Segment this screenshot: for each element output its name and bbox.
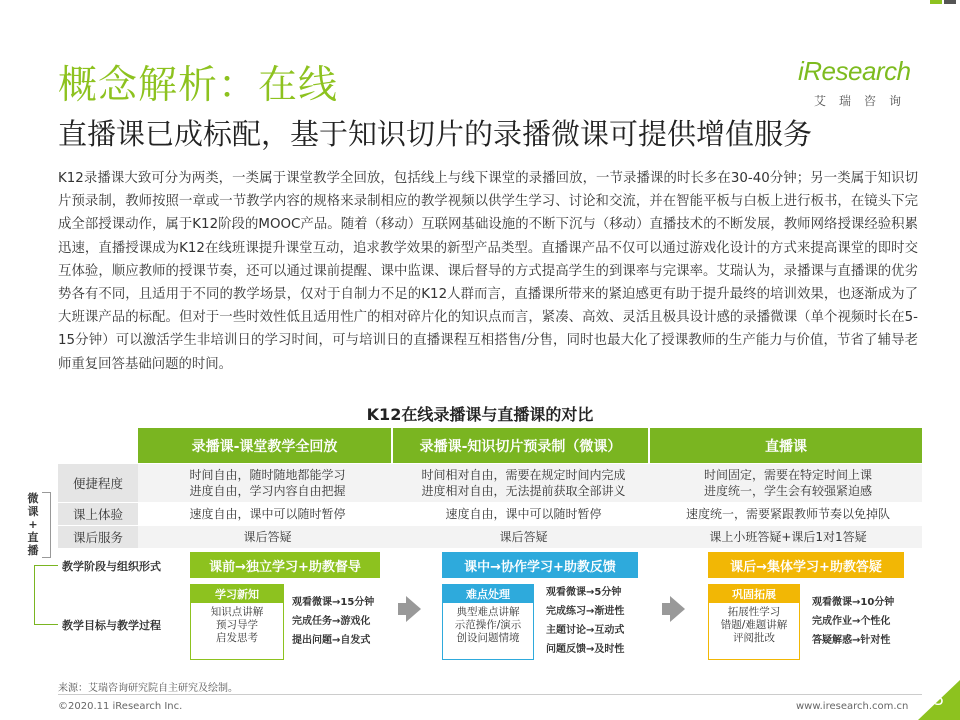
phase-box	[708, 584, 800, 660]
source-note: 来源：艾瑞咨询研究院自主研究及绘制。	[58, 683, 238, 694]
page-subtitle: 直播课已成标配，基于知识切片的录播微课可提供增值服务	[58, 117, 813, 151]
goal-label: 教学目标与教学过程	[62, 619, 161, 632]
body-paragraph: K12录播课大致可分为两类，一类属于课堂教学全回放，包括线上与线下课堂的录播回放，一节录播课的时长多在30-40分钟；另一类属于知识切片预录制，教师按照一章或一节教学内容的规格来录制相应的教学视频以供学生学习、讨论和交流，并在智能平板与白板上进行板书，在镜头下完成全部授课动作，属于K12阶段的MOOC产品。随着（移动）互联网基础设施的不断下沉与（移动）直播技术的不断发展，教师网络授课经验积累迅速，直播授课成为K12在线班课提升课堂互动，追求教学效果的新型产品类型。直播课产品不仅可以通过游戏化设计的方式来提高课堂的即时交互体验，顺应教师的授课节奏，还可以通过课前提醒、课中监课、课后督导的方式提高学生的到课率与完课率。艾瑞认为，录播课与直播课的优劣势各有不同，且适用于不同的教学场景，仅对于自制力不足的K12人群而言，直播课所带来的紧迫感更有助于提升最终的培训效果，也逐渐成为了大班课产品的标配。但对于一些时效性低且适用性广的相对碎片化的知识点而言，紧凑、高效、灵活且极具设计感的录播微课（单个视频时长在5-15分钟）可以激活学生非培训日的学习时间，可与培训日的直播课程互相搭售/分售，同时也最大化了授课教师的生产能力与价值，节省了辅导老师重复回答基础问题的时间。	[58, 171, 918, 372]
phase-steps: 观看微课→5分钟 完成练习→渐进性 主题讨论→互动式 问题反馈→及时性	[546, 587, 625, 655]
page-title: 概念解析：在线	[58, 63, 339, 108]
next-arrow-icon	[662, 596, 685, 622]
iresearch-logo	[798, 56, 915, 112]
table-header-blank	[58, 428, 138, 463]
next-arrow-icon	[398, 596, 421, 622]
table-title: K12在线录播课与直播课的对比	[366, 405, 594, 424]
box-title: 学习新知	[191, 585, 283, 603]
row-label: 课后服务	[58, 526, 138, 548]
table-cell: 课后答疑	[499, 530, 548, 544]
comparison-table	[58, 428, 922, 548]
column-header: 录播课-知识切片预录制（微课）	[393, 428, 650, 463]
side-label: 微 课 + 直 播	[27, 492, 39, 557]
phase-after-class: 课后→集体学习+助教答疑	[708, 552, 904, 578]
connector-line	[34, 565, 35, 624]
website-link[interactable]: www.iresearch.com.cn	[796, 701, 909, 712]
table-cell: 课后答疑	[243, 530, 292, 544]
phase-box	[190, 584, 284, 660]
logo-brand: iResearch	[798, 56, 911, 86]
logo-cn: 艾瑞咨询	[814, 94, 915, 108]
table-header-row	[58, 428, 922, 463]
box-content: 知识点讲解 预习导学 启发思考	[210, 606, 264, 644]
phase-before-class: 课前→独立学习+助教督导	[190, 552, 380, 578]
table-row	[58, 463, 922, 502]
box-content: 典型难点讲解 示范操作/演示 创设问题情境	[454, 606, 522, 644]
footer-divider	[58, 694, 922, 695]
table-cell: 速度自由，课中可以随时暂停	[445, 507, 602, 521]
copyright: ©2020.11 iResearch Inc.	[58, 701, 183, 712]
corner-deco	[930, 0, 942, 4]
phase-in-class: 课中→协作学习+助教反馈	[442, 552, 638, 578]
connector-line	[34, 624, 58, 625]
phase-box	[442, 584, 534, 660]
phase-steps: 观看微课→10分钟 完成作业→个性化 答疑解惑→针对性	[812, 597, 895, 646]
column-header: 直播课	[650, 428, 922, 463]
row-label: 课上体验	[58, 503, 138, 525]
side-bracket	[42, 492, 51, 558]
row-label: 便捷程度	[58, 464, 138, 502]
box-content: 拓展性学习 错题/难题讲解 评阅批改	[720, 606, 788, 644]
corner-deco	[944, 0, 956, 4]
table-cell: 时间固定，需要在特定时间上课 进度统一，学生会有较强紧迫感	[703, 468, 872, 498]
phase-steps: 观看微课→15分钟 完成任务→游戏化 提出问题→自发式	[292, 597, 375, 646]
column-header: 录播课-课堂教学全回放	[138, 428, 393, 463]
table-cell: 课上小班答疑+课后1对1答疑	[709, 530, 867, 544]
table-cell: 速度统一，需要紧跟教师节奏以免掉队	[685, 507, 890, 521]
connector-line	[34, 565, 58, 566]
table-cell: 时间相对自由，需要在规定时间内完成 进度相对自由，无法提前获取全部讲义	[421, 468, 626, 498]
table-row	[58, 525, 922, 548]
stage-label: 教学阶段与组织形式	[62, 560, 161, 573]
table-cell: 速度自由，课中可以随时暂停	[189, 507, 346, 521]
table-row	[58, 502, 922, 525]
page-number: 5	[934, 690, 945, 709]
box-title: 巩固拓展	[709, 585, 799, 603]
table-cell: 时间自由，随时随地都能学习 进度自由，学习内容自由把握	[189, 468, 346, 498]
box-title: 难点处理	[443, 585, 533, 603]
